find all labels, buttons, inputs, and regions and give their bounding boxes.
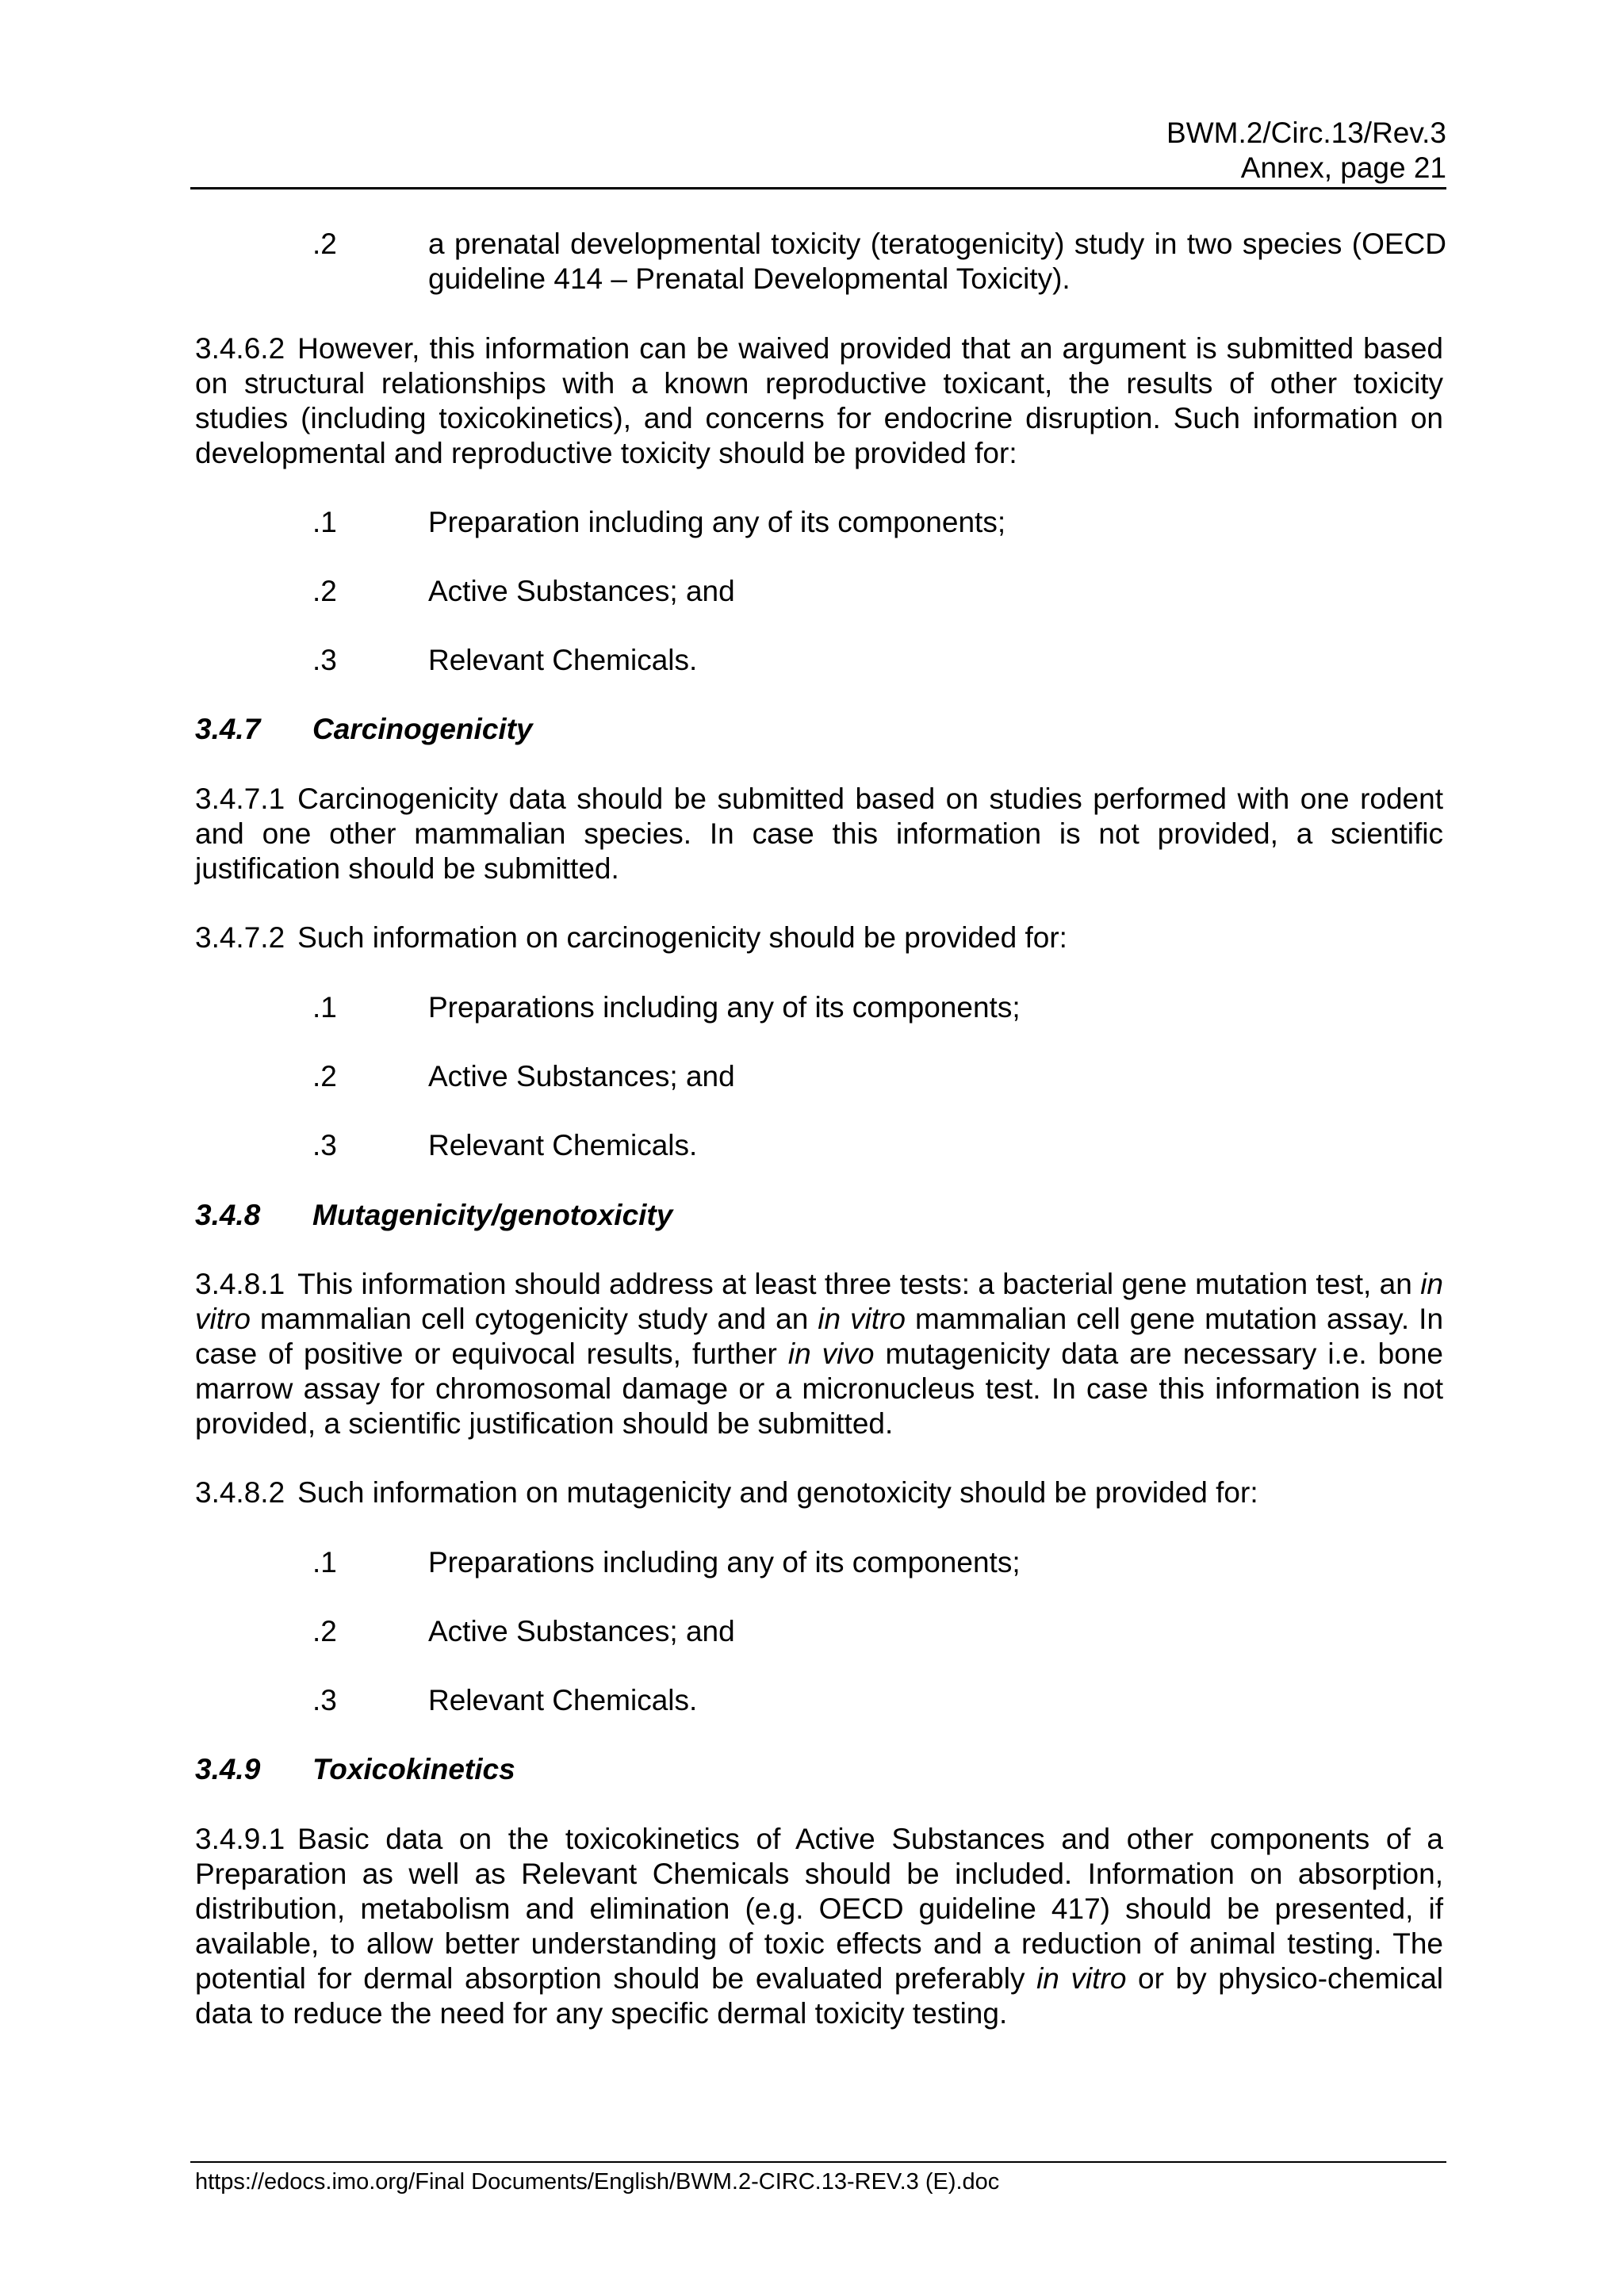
paragraph-text: mammalian cell gene mutation assay. In case of positive or equivocal results, further [195,1303,1444,1370]
paragraph-text: or by physico-chemical data to reduce the need for any specific dermal toxicity testing. [195,1962,1444,2030]
paragraph-text: Such information on carcinogenicity should be provided for: [297,921,1067,954]
page-number: Annex, page 21 [1240,151,1446,184]
list-item-text: Preparations including any of its components; [428,991,1021,1024]
paragraph-number: 3.4.8.2 [195,1476,285,1509]
paragraph-3-4-8-1 [195,1267,1443,1441]
section-title: Toxicokinetics [312,1753,515,1785]
list-item-text: Active Substances; and [428,1615,735,1647]
list-item [312,1059,1446,1094]
italic-term: in vivo [787,1337,875,1370]
section-number: 3.4.8 [195,1199,261,1231]
paragraph-text: mutagenicity data are necessary i.e. bone marrow assay for chromosomal damage or a micronucleus test. In case this information is not provided, a scientific justification should be submitted. [195,1337,1443,1440]
list-item [312,643,1446,678]
list-item-number: .2 [312,575,337,607]
paragraph-3-4-8-2 [195,1475,1443,1510]
italic-term: in vitro [818,1303,906,1335]
list-item-number: .1 [312,991,337,1024]
list-item-text: Preparation including any of its components; [428,506,1006,538]
paragraph-3-4-7-2 [195,920,1443,955]
paragraph-text: This information should address at least three tests: a bacterial gene mutation test, an [297,1268,1412,1300]
list-item [312,1128,1446,1163]
paragraph-text: Such information on mutagenicity and genotoxicity should be provided for: [297,1476,1258,1509]
paragraph-3-4-7-1 [195,782,1443,886]
list-item-text: Active Substances; and [428,575,735,607]
footer-file-path: https://edocs.imo.org/Final Documents/English/BWM.2-CIRC.13-REV.3 (E).doc [195,2169,1000,2195]
list-item-text: Relevant Chemicals. [428,1129,698,1161]
section-number: 3.4.9 [195,1753,261,1785]
list-item [312,574,1446,609]
paragraph-text: However, this information can be waived provided that an argument is submitted based on structural relationships with a known reproductive toxicant, the results of other toxicity studies (including toxicokinetics), and concerns for endocrine disruption. Such information on developmental and reproductive toxicity should be provided for: [195,332,1443,469]
paragraph-number: 3.4.6.2 [195,332,285,365]
list-item-text: Relevant Chemicals. [428,1684,698,1716]
page-header [1166,116,1446,186]
list-item-number: .1 [312,506,337,538]
paragraph-number: 3.4.8.1 [195,1268,285,1300]
list-item-number: .2 [312,228,337,260]
list-item-number: .3 [312,644,337,676]
section-heading-3-4-8 [195,1198,672,1233]
list-item-number: .3 [312,1129,337,1161]
paragraph-text: Basic data on the toxicokinetics of Active Substances and other components of a Preparation as well as Relevant Chemicals should be included. Information on absorption, distribution, metabolism and elimination (e.g. OECD guideline 417) should be presented, if available, to allow better understanding of toxic effects and a reduction of animal testing. The potential for dermal absorption should be evaluated preferably [195,1823,1443,1995]
paragraph-text: Carcinogenicity data should be submitted based on studies performed with one rodent and one other mammalian species. In case this information is not provided, a scientific justification should be submitted. [195,783,1443,885]
list-item [312,990,1446,1025]
header-divider [190,187,1446,189]
list-item-number: .2 [312,1060,337,1093]
list-item-text: a prenatal developmental toxicity (teratogenicity) study in two species (OECD guideline 414 – Prenatal Developmental Toxicity). [428,228,1446,295]
italic-term: in vitro [1036,1962,1127,1995]
section-number: 3.4.7 [195,713,261,745]
list-item [312,505,1446,540]
paragraph-number: 3.4.9.1 [195,1823,285,1855]
list-item [312,1614,1446,1649]
section-heading-3-4-9 [195,1752,515,1787]
paragraph-3-4-6-2 [195,331,1443,471]
list-item-number: .1 [312,1546,337,1578]
italic-term: in vitro [195,1268,1444,1335]
list-item-number: .3 [312,1684,337,1716]
list-item [312,227,1446,297]
section-title: Mutagenicity/genotoxicity [312,1199,673,1231]
list-item-text: Active Substances; and [428,1060,735,1093]
paragraph-3-4-9-1 [195,1822,1443,2031]
section-heading-3-4-7 [195,712,533,747]
document-reference: BWM.2/Circ.13/Rev.3 [1166,117,1446,149]
list-item [312,1545,1446,1580]
paragraph-text: mammalian cell cytogenicity study and an [259,1303,809,1335]
paragraph-number: 3.4.7.1 [195,783,285,815]
list-item [312,1683,1446,1718]
paragraph-number: 3.4.7.2 [195,921,285,954]
footer-divider [190,2161,1446,2163]
list-item-text: Relevant Chemicals. [428,644,698,676]
list-item-text: Preparations including any of its components; [428,1546,1021,1578]
section-title: Carcinogenicity [312,713,533,745]
list-item-number: .2 [312,1615,337,1647]
